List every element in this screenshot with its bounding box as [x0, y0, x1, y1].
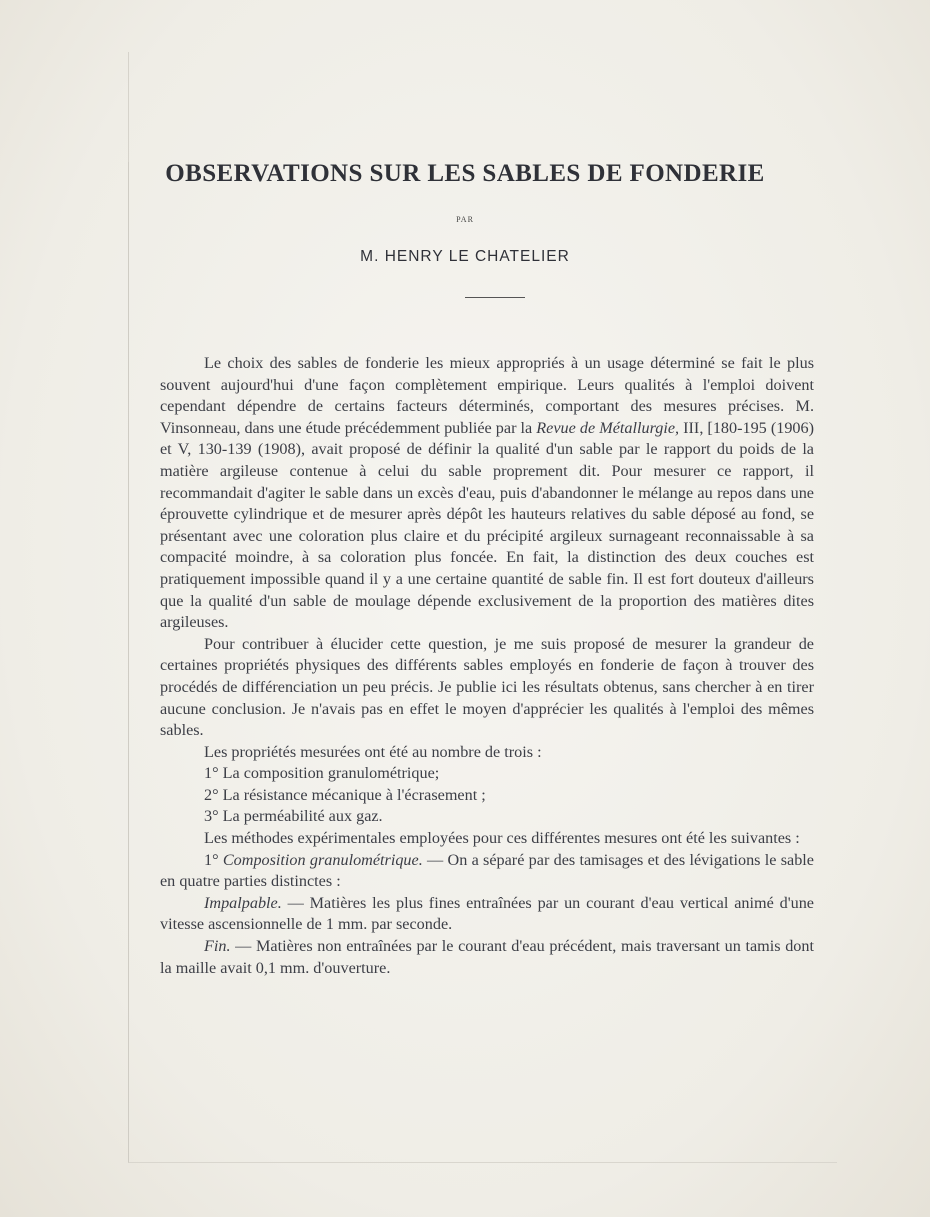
- page-edge-mark: [128, 52, 129, 162]
- section-heading: Composition granulométrique.: [222, 850, 423, 869]
- title-separator: [465, 297, 525, 298]
- article-body: [160, 353, 814, 979]
- paragraph-granulometry: 1° Composition granulométrique. — On a séparé par des tamisages et des lévigations le sable en quatre parties distinctes :: [160, 850, 814, 891]
- paragraph-impalpable: Impalpable. — Matières les plus fines entraînées par un courant d'eau vertical animé d'une vitesse ascensionnelle de 1 mm. par seconde.: [160, 893, 814, 934]
- paragraph-fin: Fin. — Matières non entraînées par le courant d'eau précédent, mais traversant un tamis dont la maille avait 0,1 mm. d'ouverture.: [160, 937, 814, 977]
- list-item: 2° La résistance mécanique à l'écrasement ;: [204, 785, 486, 804]
- paragraph-properties: Les propriétés mesurées ont été au nombre de trois :: [204, 742, 542, 761]
- author-name: M. HENRY LE CHATELIER: [360, 248, 570, 265]
- list-item: 1° La composition granulométrique;: [204, 764, 440, 783]
- byline-par: PAR: [456, 215, 474, 224]
- list-item: 3° La perméabilité aux gaz.: [204, 807, 383, 826]
- paragraph-intro: Le choix des sables de fonderie les mieux appropriés à un usage déterminé se fait le plus souvent aujourd'hui d'une façon complètement empirique. Leurs qualités à l'emploi doivent cependant dépendre de certains facteurs déterminés, comportant des mesures précises. M. Vinsonneau, dans une étude précédemment publiée par la Revue de Métallurgie, III, [180-195 (1906) et V, 130-139 (1908), avait proposé de définir la qualité d'un sable par le rapport du poids de la matière argileuse contenue à celui du sable proprement dit. Pour mesurer ce rapport, il recommandait d'agiter le sable dans un excès d'eau, puis d'abandonner le mélange au repos dans une éprouvette cylindrique et de mesurer après dépôt les hauteurs relatives du sable déposé au fond, se présentant avec une coloration plus claire et du précipité argileux surnageant reconnaissable à sa compacité moindre, à sa coloration plus foncée. En fait, la distinction des deux couches est pratiquement impossible quand il y a une certaine quantité de sable fin. Il est fort douteux d'ailleurs que la qualité d'un sable de moulage dépende exclusivement de la proportion des matières dites argileuses.: [160, 354, 814, 632]
- section-heading: Fin.: [204, 937, 231, 956]
- paragraph-methods: Les méthodes expérimentales employées pour ces différentes mesures ont été les suivantes :: [204, 829, 800, 848]
- article-title: OBSERVATIONS SUR LES SABLES DE FONDERIE: [165, 160, 765, 187]
- journal-name: Revue de Métallurgie,: [536, 418, 680, 437]
- paragraph-purpose: Pour contribuer à élucider cette question, je me suis proposé de mesurer la grandeur de certaines propriétés physiques des différents sables employés en fonderie de façon à trouver des procédés de différenciation un peu précis. Je publie ici les résultats obtenus, sans chercher à en tirer aucune conclusion. Je n'avais pas en effet le moyen d'apprécier les qualités à l'emploi des mêmes sables.: [160, 634, 814, 740]
- section-heading: Impalpable.: [204, 893, 282, 912]
